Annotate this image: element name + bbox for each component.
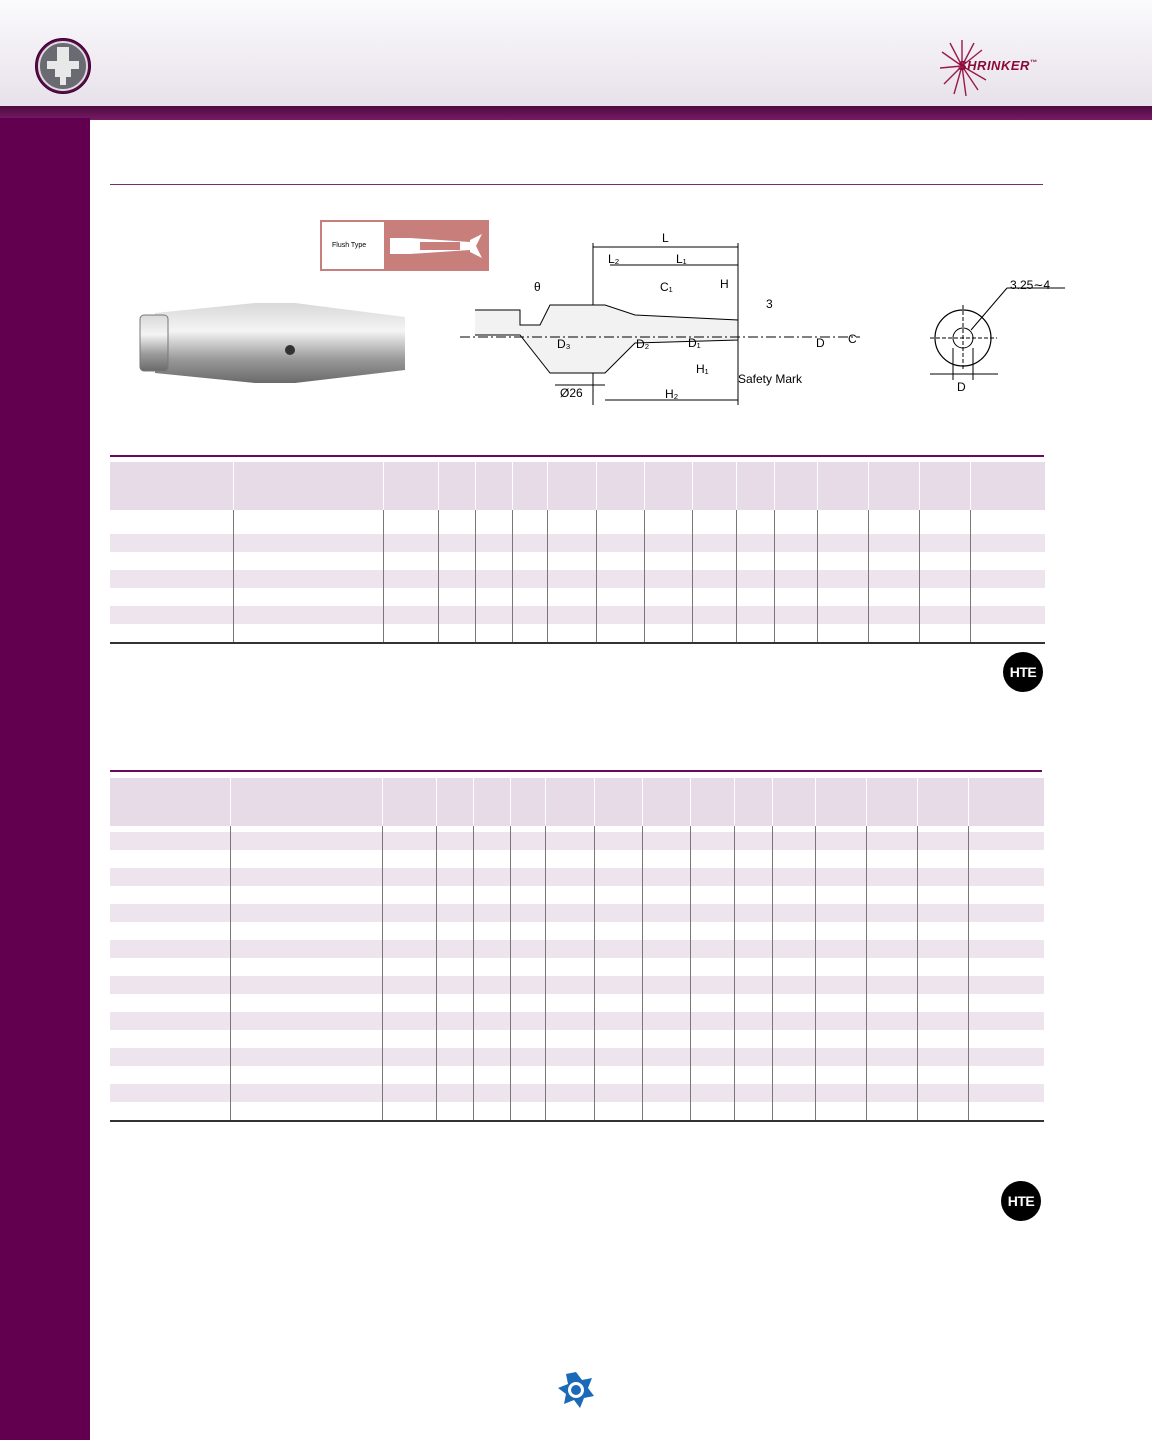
dim-theta: θ xyxy=(534,280,541,294)
spec-table-2 xyxy=(110,778,1044,1122)
table2-header-row xyxy=(110,778,1044,826)
holder-diagram xyxy=(460,225,860,415)
dim-L2: L₂ xyxy=(608,252,620,266)
table-row xyxy=(110,1012,1044,1030)
dim-dia26: Ø26 xyxy=(560,386,583,400)
dim-3: 3 xyxy=(766,297,773,311)
table-row xyxy=(110,588,1045,606)
table-row xyxy=(110,850,1044,868)
section-rule-1 xyxy=(110,184,1043,185)
table1-top-rule xyxy=(110,455,1044,457)
sidebar-band xyxy=(0,118,90,1440)
dim-C: C xyxy=(848,332,857,346)
hte-badge: HTE xyxy=(1003,652,1043,692)
table-row xyxy=(110,552,1045,570)
dim-H1: H₁ xyxy=(696,362,709,376)
holder-photo xyxy=(135,295,410,390)
dim-L1: L₁ xyxy=(676,252,687,266)
osg-logo-icon xyxy=(556,1370,596,1410)
dim-H: H xyxy=(720,277,729,291)
table-row xyxy=(110,958,1044,976)
table2-top-rule xyxy=(110,770,1042,772)
spec-table-1 xyxy=(110,462,1045,644)
end-dim-D: D xyxy=(957,380,966,394)
table-row xyxy=(110,1102,1044,1121)
shrink-holder-icon xyxy=(35,38,91,94)
table-row xyxy=(110,606,1045,624)
table-row xyxy=(110,1048,1044,1066)
table-row xyxy=(110,940,1044,958)
flush-type-label: Flush Type xyxy=(322,222,384,269)
table-row xyxy=(110,570,1045,588)
header-bar xyxy=(0,106,1152,120)
safety-mark-label: Safety Mark xyxy=(738,372,803,386)
dim-D3: D₃ xyxy=(557,337,571,351)
table-row xyxy=(110,832,1044,850)
table-row xyxy=(110,976,1044,994)
hole-dim: 3.25∼4 xyxy=(1010,278,1051,292)
shrinker-logo xyxy=(940,38,1050,98)
dim-H2: H₂ xyxy=(665,387,679,401)
table-row xyxy=(110,868,1044,886)
dim-D1: D₁ xyxy=(688,336,701,350)
table1-header-row xyxy=(110,462,1045,510)
table-row xyxy=(110,904,1044,922)
brand-name: SHRINKER™ xyxy=(958,58,1038,73)
dim-D2: D₂ xyxy=(636,337,650,351)
table-row xyxy=(110,1084,1044,1102)
table-row xyxy=(110,534,1045,552)
hte-badge: HTE xyxy=(1001,1181,1041,1221)
table-row xyxy=(110,516,1045,534)
table-row xyxy=(110,886,1044,904)
table-row xyxy=(110,624,1045,643)
table-row xyxy=(110,1030,1044,1048)
table-row xyxy=(110,994,1044,1012)
dim-C1: C₁ xyxy=(660,280,673,294)
table-row xyxy=(110,922,1044,940)
dim-D: D xyxy=(816,336,825,350)
dim-L: L xyxy=(662,231,669,245)
table-row xyxy=(110,1066,1044,1084)
